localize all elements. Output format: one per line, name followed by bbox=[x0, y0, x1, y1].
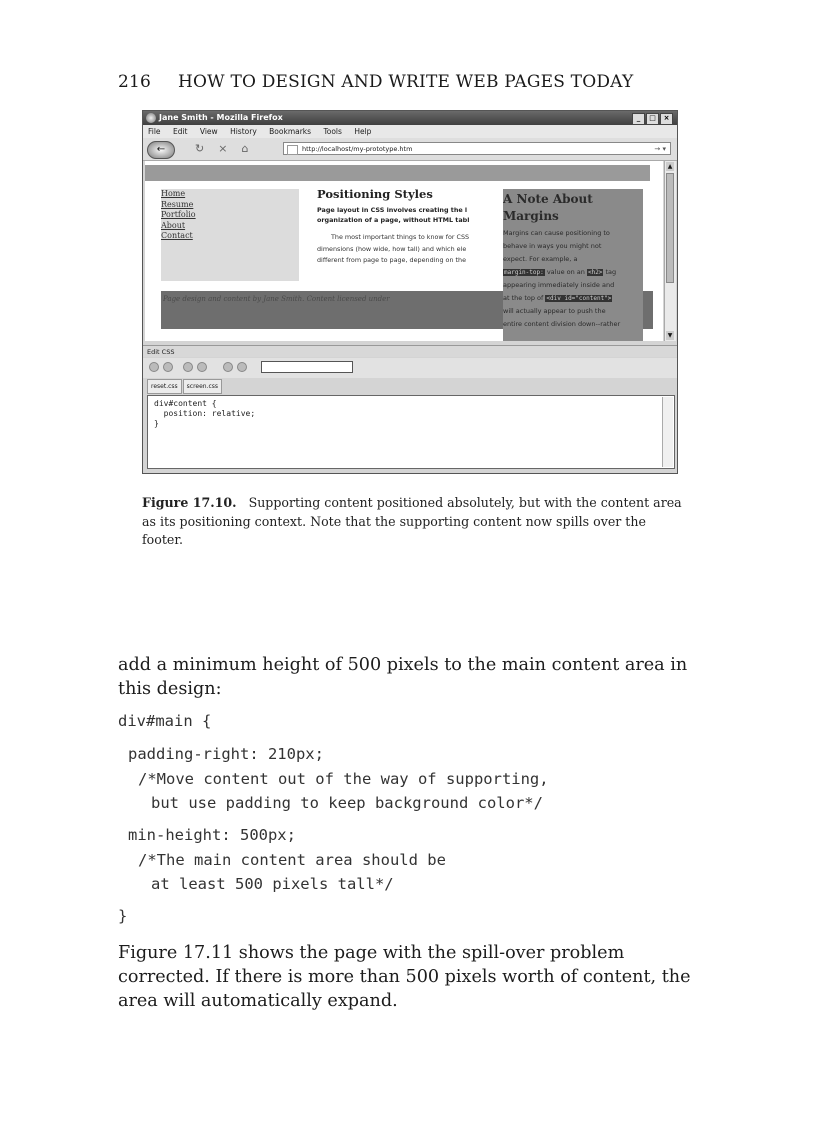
css-file-tabs bbox=[147, 379, 223, 392]
code-line: div#main { bbox=[118, 712, 212, 730]
browser-viewport bbox=[145, 161, 663, 341]
menu-file[interactable]: File bbox=[148, 127, 161, 136]
tab-screen-css[interactable]: screen.css bbox=[183, 379, 222, 394]
note-line: will actually appear to push the bbox=[503, 307, 606, 315]
code-line: } bbox=[118, 907, 128, 925]
page-number: 216 bbox=[118, 72, 152, 92]
window-title: Jane Smith - Mozilla Firefox bbox=[159, 113, 283, 122]
menu-history[interactable]: History bbox=[230, 127, 257, 136]
note-line: behave in ways you might not bbox=[503, 242, 602, 250]
code-line: at least 500 pixels tall*/ bbox=[151, 875, 394, 893]
body-line: The most important things to know for CSS bbox=[331, 233, 470, 241]
back-button[interactable]: ← bbox=[147, 141, 175, 159]
undo-icon[interactable] bbox=[183, 362, 193, 372]
sync-icon[interactable] bbox=[223, 362, 233, 372]
main-body bbox=[317, 232, 503, 267]
stop-icon[interactable]: × bbox=[218, 142, 228, 155]
minimize-button[interactable]: _ bbox=[632, 113, 645, 125]
main-content bbox=[317, 187, 503, 267]
edit-css-label: Edit CSS bbox=[147, 348, 175, 356]
menu-edit[interactable]: Edit bbox=[172, 127, 188, 136]
note-line: expect. For example, a bbox=[503, 255, 578, 263]
code-line: /*Move content out of the way of supporting, bbox=[138, 770, 549, 788]
nav-link-home[interactable]: Home bbox=[161, 189, 186, 198]
maximize-button[interactable]: □ bbox=[646, 113, 659, 125]
nav-link-contact[interactable]: Contact bbox=[161, 231, 193, 240]
menu-bookmarks[interactable]: Bookmarks bbox=[269, 127, 312, 136]
running-title: HOW TO DESIGN AND WRITE WEB PAGES TODAY bbox=[178, 72, 634, 92]
url-text: http://localhost/my-prototype.htm bbox=[302, 145, 413, 153]
note-line: Margins can cause positioning to bbox=[503, 229, 610, 237]
edit-css-toolbar bbox=[143, 358, 677, 378]
window-titlebar bbox=[143, 111, 677, 125]
scroll-thumb[interactable] bbox=[666, 173, 674, 283]
supporting-note bbox=[503, 189, 643, 341]
note-heading bbox=[503, 191, 643, 225]
menu-view[interactable]: View bbox=[199, 127, 218, 136]
body-line: dimensions (how wide, how tall) and which ele bbox=[317, 244, 467, 253]
menu-tools[interactable]: Tools bbox=[323, 127, 342, 136]
nav-link-portfolio[interactable]: Portfolio bbox=[161, 210, 196, 219]
note-line: at the top of bbox=[503, 294, 546, 302]
note-line: tag bbox=[603, 268, 617, 276]
reload-icon[interactable]: ↻ bbox=[195, 142, 205, 155]
css-code: div#content { position: relative; } bbox=[154, 399, 256, 428]
footer-text: Page design and content by Jane Smith. Content licensed under bbox=[163, 295, 390, 303]
menu-help[interactable]: Help bbox=[354, 127, 372, 136]
note-line: appearing immediately inside and bbox=[503, 281, 615, 289]
body-line: different from page to page, depending on the bbox=[317, 256, 467, 264]
home-icon[interactable]: ⌂ bbox=[241, 142, 249, 155]
note-code: <div id="content"> bbox=[546, 295, 612, 302]
site-banner bbox=[145, 165, 650, 181]
note-heading-line: Margins bbox=[503, 209, 559, 223]
redo-icon[interactable] bbox=[197, 362, 207, 372]
navigation-toolbar bbox=[143, 138, 677, 161]
note-text bbox=[503, 227, 643, 331]
note-code: <h2> bbox=[587, 269, 603, 276]
body-paragraph-2: Figure 17.11 shows the page with the spill-over problem corrected. If there is more than 500 pixels worth of content, the area will automatically expand. bbox=[118, 943, 691, 1011]
go-arrow-icon[interactable]: → ▾ bbox=[654, 145, 666, 153]
page-icon bbox=[287, 145, 298, 155]
note-line: entire content division down--rather bbox=[503, 320, 621, 328]
scroll-down-icon[interactable]: ▼ bbox=[667, 332, 673, 339]
download-icon[interactable] bbox=[237, 362, 247, 372]
scroll-up-icon[interactable]: ▲ bbox=[667, 163, 673, 170]
site-nav bbox=[161, 189, 299, 281]
note-code: margin-top: bbox=[504, 269, 544, 276]
close-button[interactable]: × bbox=[660, 113, 673, 125]
figure-label: Figure 17.10. bbox=[142, 495, 237, 510]
tab-reset-css[interactable]: reset.css bbox=[147, 379, 182, 394]
code-line: but use padding to keep background color*/ bbox=[151, 794, 543, 812]
save-icon[interactable] bbox=[163, 362, 173, 372]
css-search-input[interactable] bbox=[261, 361, 353, 373]
nav-link-resume[interactable]: Resume bbox=[161, 199, 194, 209]
code-line: min-height: 500px; bbox=[128, 826, 296, 844]
caption-text: Supporting content positioned absolutely, but with the content area as its positioning context. Note that the supporting content now spills over the footer. bbox=[142, 495, 682, 547]
figure-screenshot bbox=[142, 110, 678, 474]
main-lead bbox=[317, 205, 503, 225]
lead-line: Page layout in CSS involves creating the l bbox=[317, 206, 468, 214]
viewport-scrollbar[interactable] bbox=[664, 161, 676, 341]
note-line: value on an bbox=[544, 268, 587, 276]
url-bar[interactable] bbox=[283, 142, 671, 155]
running-header bbox=[118, 72, 633, 92]
css-editor[interactable] bbox=[147, 395, 675, 469]
open-icon[interactable] bbox=[149, 362, 159, 372]
figure-caption bbox=[142, 494, 682, 550]
editor-scrollbar[interactable] bbox=[662, 397, 673, 467]
note-heading-line: A Note About bbox=[503, 192, 593, 206]
nav-link-about[interactable]: About bbox=[161, 220, 186, 230]
firefox-icon bbox=[146, 113, 156, 123]
menu-bar bbox=[143, 125, 677, 138]
main-heading: Positioning Styles bbox=[317, 187, 433, 201]
code-line: /*The main content area should be bbox=[138, 851, 446, 869]
edit-css-panel-header bbox=[143, 345, 677, 357]
lead-line: organization of a page, without HTML tabl bbox=[317, 216, 470, 224]
body-paragraph-1: add a minimum height of 500 pixels to the main content area in this design: bbox=[118, 655, 688, 699]
code-line: padding-right: 210px; bbox=[128, 745, 324, 763]
